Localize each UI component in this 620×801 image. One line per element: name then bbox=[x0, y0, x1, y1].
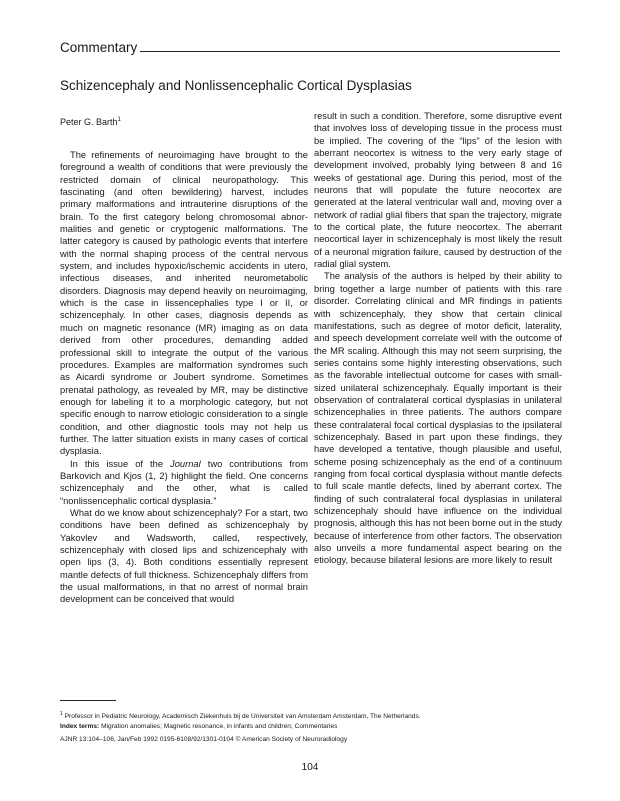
journal-name: Journal bbox=[170, 458, 201, 469]
page-number: 104 bbox=[301, 762, 319, 773]
author-name: Peter G. Barth bbox=[60, 117, 118, 127]
paragraph: The analysis of the authors is helped by their ability to bring together a large number of patients with this rare disorder. Correlating clinical and MR findings in patients with schizencephaly, they show that certain clinical manifestations, such as degree of motor deficit, laterality, and speech development correlate well with the outcome of the MR scaling. Although this may not seem surprising, the series contains some highly interesting observations, such as the favorable intellectual outcome for cases with small-sized unilateral schizencephaly. Equally important is their observation of contralateral cortical dysplasias in unilateral schizencephalies in three patients. The authors compare these contralateral focal cortical dysplasias to the ipsilateral schizencephaly. Based in part upon these findings, they have developed a tentative, though plausible and useful, scheme posing schizencephaly as the end of a continuum ranging from focal cortical dysplasia without mantle defects to full scale mantle defects, lined by aberrant cortex. The finding of such contralateral focal dysplasias in unilateral schizencephaly should have influence on the individual prognosis, although this has not been borne out in the study because of interference from other factors. The observation also unveils a more fundamental aspect bearing on the etiology, because bilateral lesions are more likely to result bbox=[314, 271, 562, 566]
left-column bbox=[60, 149, 308, 606]
author-line bbox=[60, 117, 121, 127]
footnote-rule bbox=[60, 700, 116, 701]
index-terms-text: Migration anomalies; Magnetic resonance, in infants and children; Commentaries bbox=[101, 723, 338, 730]
paragraph: In this issue of the Journal two contributions from Barkovich and Kjos (1, 2) highlight the field. One concerns schizencephaly and the other, what is called “nonlissencephalic cortical dysplasia.” bbox=[60, 458, 308, 506]
paragraph: result in such a condition. Therefore, some disruptive event that involves loss of developing tissue in the process must be implied. The covering of the “lips” of the lesion with aberrant neocortex is witness to the very early stage of development involved, probably lying between 8 and 16 weeks of gestational age. During this period, most of the neurons that will populate the future neocortex are generated at the lateral ventricular wall and, moving over a network of radial glial fibers that span the trajectory, migrate to the cortical plate, the future neocortex. The aberrant neocortical layer in schizencephaly is most likely the result of a neuronal migration failure, caused by destruction of the radial glial system. bbox=[314, 111, 562, 270]
affiliation-footnote bbox=[60, 710, 421, 721]
index-terms-label: Index terms: bbox=[60, 723, 100, 730]
affiliation-text: Professor in Pediatric Neurology, Academisch Ziekenhuis bij de Universiteit van Amsterdam Amsterdam, The Netherlands. bbox=[64, 713, 421, 721]
author-footnote-mark: 1 bbox=[117, 117, 121, 123]
index-terms bbox=[60, 722, 337, 731]
right-column bbox=[314, 110, 562, 567]
section-rule bbox=[140, 51, 560, 52]
affiliation-footnote-mark: 1 bbox=[60, 711, 63, 717]
paragraph: The refinements of neuroimaging have brought to the foreground a wealth of conditions that were previously the restricted domain of clinical neuropathology. This fascinating (and often bewildering) harvest, includes primary malformations and intrauterine disruptions of the brain. To the first category belong chromosomal abnormalities and genetic or cryptogenic malformations. The latter category is caused by pathologic events that interfere with the normal shaping process of the central nervous system, and includes hypoxic/ischemic accidents in utero, infectious diseases, and inherited neurometabolic disorders. Diagnosis may depend heavily on neuroimaging, which is the case in lissencephalies type I or II, or schizencephaly. In other cases, diagnosis depends as much on magnetic resonance (MR) imaging as on data derived from other procedures, demanding added professional skill to integrate the output of the various procedures. Examples are malformation syndromes such as Aicardi syndrome or Joubert syndrome. Sometimes prenatal pathology, as revealed by MR, may be distinctive enough for labeling it to a morphologic category, but not specific enough to narrow etiologic consideration to a single condition, and other diagnostic tools may not help us further. The latter situation exists in many cases of cortical dysplasia. bbox=[60, 150, 308, 457]
section-label: Commentary bbox=[60, 40, 138, 55]
paragraph: What do we know about schizencephaly? For a start, two conditions have been defined as schizencephaly by Yakovlev and Wadsworth, called, respectively, schizencephaly with closed lips and schizencephaly with open lips (3, 4). Both conditions essentially represent mantle defects of full thickness. Schizencephaly differs from the usual malformations, in that no arrest of normal brain development can be conceived that would bbox=[60, 507, 308, 605]
journal-citation: AJNR 13:104–106, Jan/Feb 1992 0195-6108/92/1301-0104 © American Society of Neuroradiology bbox=[60, 736, 348, 743]
article-title: Schizencephaly and Nonlissencephalic Cortical Dysplasias bbox=[60, 78, 412, 93]
